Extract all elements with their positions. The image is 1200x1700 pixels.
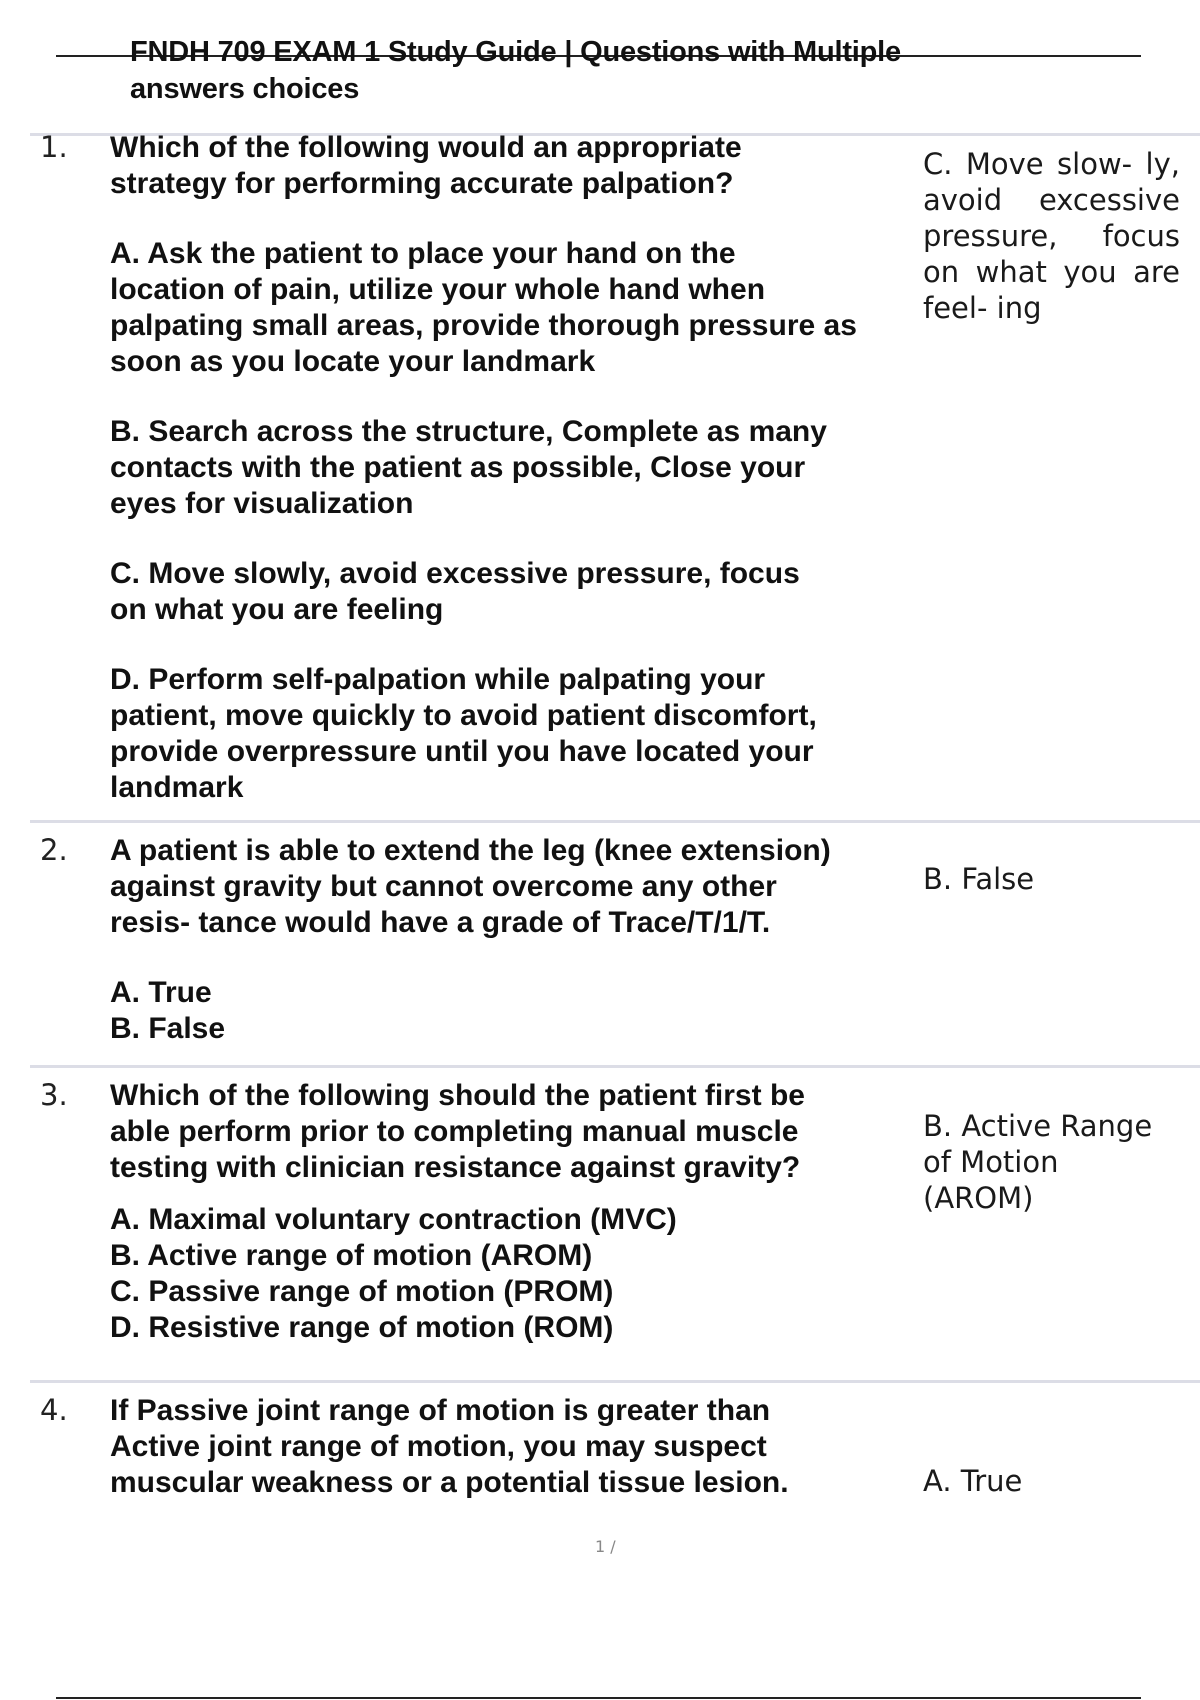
page-number: 1 /	[595, 1537, 616, 1556]
answer-option-b: B. Search across the structure, Complete as many contacts with the patient as possible, Close your eyes for visualization	[110, 415, 827, 520]
answer-option-d: D. Perform self-palpation while palpating your patient, move quickly to avoid patient discomfort, provide overpressure until you have located your landmark	[110, 663, 817, 804]
question-number: 2.	[40, 833, 68, 867]
question-row-3	[30, 1065, 1200, 1383]
answer-option-a: A. Ask the patient to place your hand on the location of pain, utilize your whole hand when palpating small areas, provide thorough pressure as soon as you locate your landmark	[110, 237, 857, 378]
question-text: If Passive joint range of motion is greater than Active joint range of motion, you may suspect muscular weakness or a potential tissue lesion.	[110, 1394, 789, 1499]
question-number: 1.	[40, 130, 68, 164]
answer-options: A. True B. False	[110, 976, 226, 1045]
question-row-1	[30, 130, 1200, 823]
question-row-4	[30, 1380, 1200, 1513]
question-text: Which of the following would an appropriate strategy for performing accurate palpation?	[110, 131, 742, 200]
question-number: 4.	[40, 1393, 68, 1427]
correct-answer: A. True	[923, 1464, 1023, 1498]
question-number: 3.	[40, 1078, 68, 1112]
correct-answer: C. Move slow- ly, avoid excessive pressure, focus on what you are feel- ing	[923, 147, 1180, 325]
correct-answer: B. False	[923, 862, 1035, 896]
correct-answer: B. Active Range of Motion (AROM)	[923, 1109, 1153, 1215]
question-body	[110, 130, 930, 806]
question-body	[110, 1393, 930, 1501]
question-body	[110, 833, 930, 1047]
document-title	[130, 34, 1030, 108]
answer-options: A. Maximal voluntary contraction (MVC) B. Active range of motion (AROM) C. Passive range of motion (PROM) D. Resistive range of motion (ROM)	[110, 1203, 677, 1344]
footer-rule	[56, 1697, 1141, 1699]
document-title-text: FNDH 709 EXAM 1 Study Guide | Questions with Multiple answers choices	[130, 36, 901, 105]
question-row-2	[30, 820, 1200, 1068]
answer-option-c: C. Move slowly, avoid excessive pressure, focus on what you are feeling	[110, 557, 800, 626]
question-body	[110, 1078, 930, 1346]
question-text: A patient is able to extend the leg (knee extension) against gravity but cannot overcome any other resis- tance would have a grade of Trace/T/1/T.	[110, 834, 831, 939]
question-text: Which of the following should the patient first be able perform prior to completing manual muscle testing with clinician resistance against gravity?	[110, 1079, 805, 1184]
